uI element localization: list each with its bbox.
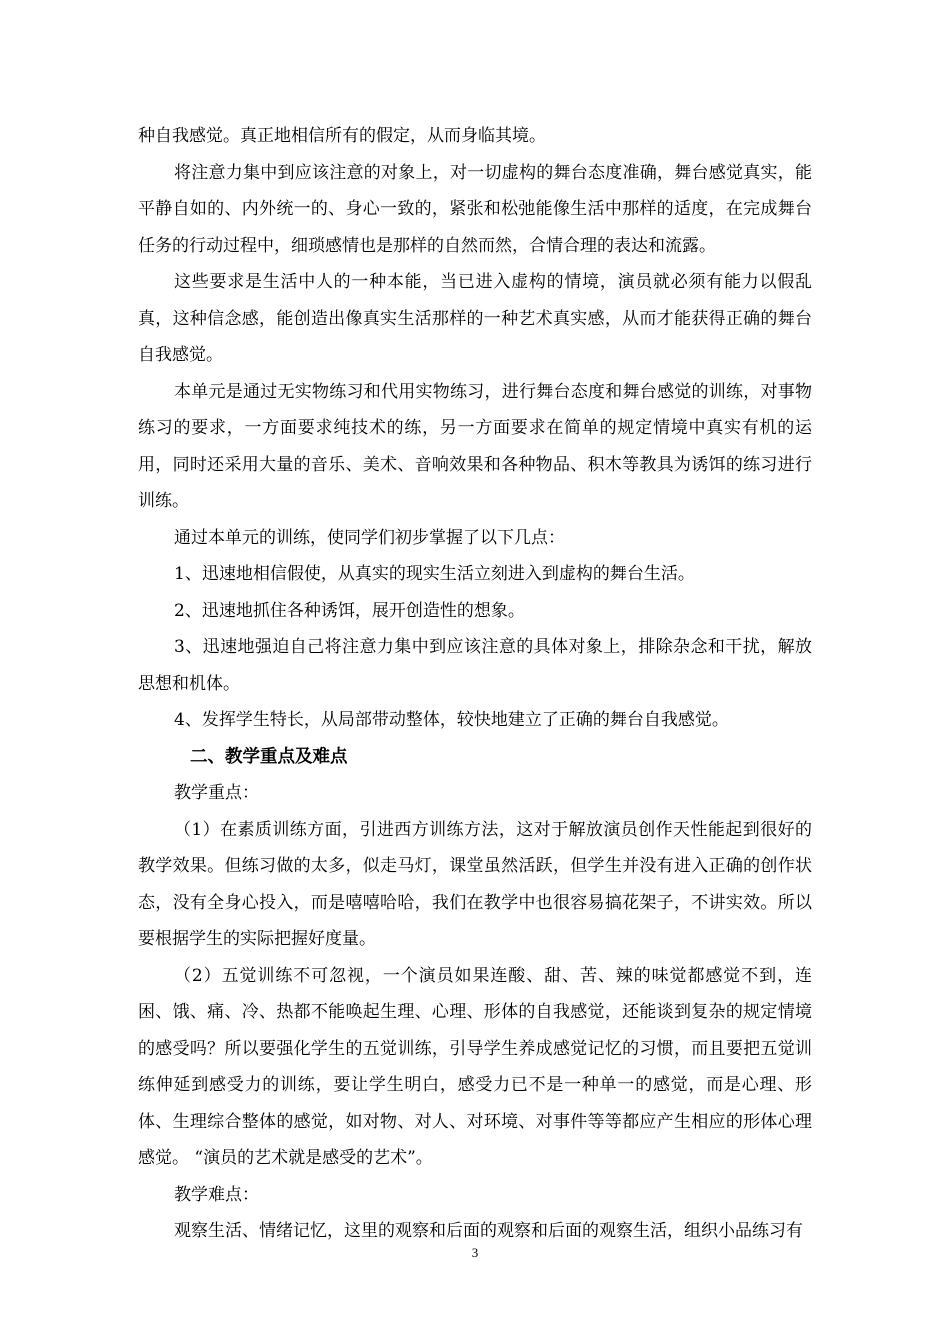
paragraph-attention: 将注意力集中到应该注意的对象上，对一切虚构的舞台态度准确，舞台感觉真实，能平静自如的、内外统一的、身心一致的，紧张和松弛能像生活中那样的适度，在完成舞台任务的行动过程中，细琐感情也是那样的自然而然，合情合理的表达和流露。 bbox=[138, 162, 812, 256]
difficulties-text: 观察生活、情绪记忆，这里的观察和后面的观察和后面的观察生活，组织小品练习有 bbox=[174, 1221, 803, 1241]
list-item-2: 2、迅速地抓住各种诱饵，展开创造性的想象。 bbox=[174, 600, 525, 621]
document-body bbox=[138, 118, 812, 1250]
section-heading: 二、教学重点及难点 bbox=[190, 746, 348, 767]
paragraph-continuation: 种自我感觉。真正地相信所有的假定，从而身临其境。 bbox=[138, 126, 546, 146]
list-item-1: 1、迅速地相信假使，从真实的现实生活立刻进入到虚构的舞台生活。 bbox=[174, 564, 695, 584]
paragraph-requirements: 这些要求是生活中人的一种本能，当已进入虚构的情境，演员就必须有能力以假乱真，这种信念感，能创造出像真实生活那样的一种艺术真实感，从而才能获得正确的舞台自我感觉。 bbox=[138, 272, 812, 365]
page-number: 3 bbox=[471, 1245, 479, 1260]
list-item-3: 3、迅速地强迫自己将注意力集中到应该注意的具体对象上，排除杂念和干扰，解放思想和机体。 bbox=[138, 637, 812, 694]
list-item-4: 4、发挥学生特长，从局部带动整体，较快地建立了正确的舞台自我感觉。 bbox=[174, 710, 729, 730]
key-point-2: （2）五觉训练不可忽视，一个演员如果连酸、甜、苦、辣的味觉都感觉不到，连困、饿、痛、冷、热都不能唤起生理、心理、形体的自我感觉，还能谈到复杂的规定情境的感受吗？所以要强化学生的五觉训练，引导学生养成感觉记忆的习惯，而且要把五觉训练伸延到感受力的训练，要让学生明白，感受力已不是一种单一的感觉，而是心理、形体、生理综合整体的感觉，如对物、对人、对环境、对事件等等都应产生相应的形体心理感觉。 “演员的艺术就是感受的艺术”。 bbox=[138, 965, 812, 1168]
paragraph-mastery-intro: 通过本单元的训练，使同学们初步掌握了以下几点： bbox=[174, 527, 565, 548]
paragraph-unit-training: 本单元是通过无实物练习和代用实物练习，进行舞台态度和舞台感觉的训练，对事物练习的要求，一方面要求纯技术的练，另一方面要求在简单的规定情境中真实有机的运用，同时还采用大量的音乐、美术、音响效果和各种物品、积木等教具为诱饵的练习进行训练。 bbox=[138, 381, 812, 511]
key-point-1: （1）在素质训练方面，引进西方训练方法，这对于解放演员创作天性能起到很好的教学效果。但练习做的太多，似走马灯，课堂虽然活跃，但学生并没有进入正确的创作状态，没有全身心投入，而是嘻嘻哈哈，我们在教学中也很容易搞花架子，不讲实效。所以要根据学生的实际把握好度量。 bbox=[138, 819, 812, 949]
key-points-label: 教学重点： bbox=[174, 783, 259, 803]
difficulties-label: 教学难点： bbox=[174, 1184, 259, 1205]
